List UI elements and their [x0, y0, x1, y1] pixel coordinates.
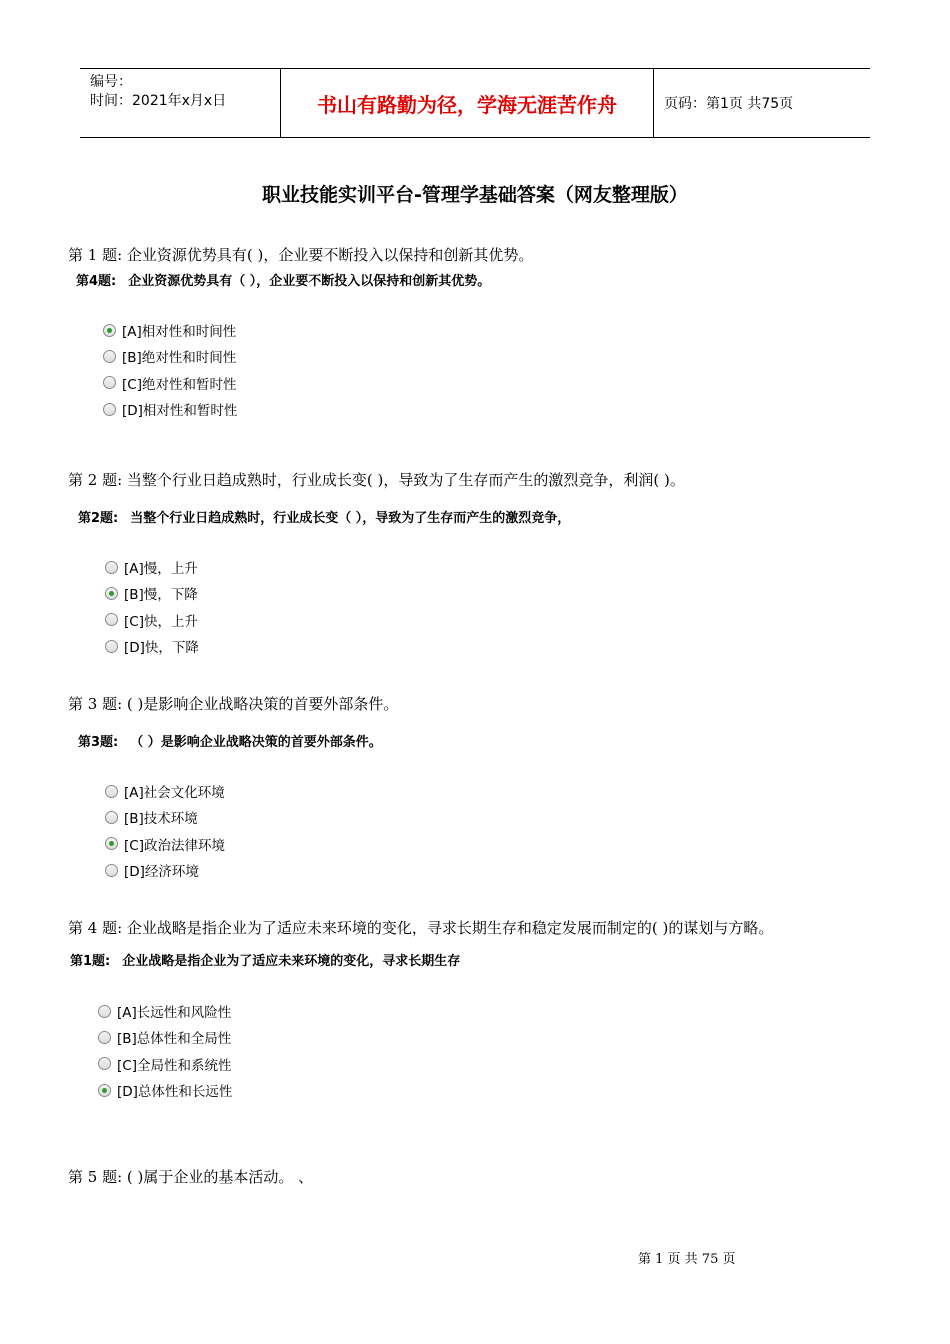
option-d[interactable] [105, 857, 225, 883]
question-1-options [103, 317, 237, 422]
radio-icon[interactable] [105, 864, 118, 877]
question-3-screenshot-line [78, 731, 382, 750]
radio-icon[interactable] [103, 350, 116, 363]
option-label: [C]绝对性和暂时性 [122, 376, 237, 393]
radio-icon[interactable] [98, 1031, 111, 1044]
option-d[interactable] [105, 633, 199, 659]
radio-selected-icon[interactable] [103, 324, 116, 337]
time-label: 时间：2021年x月x日 [90, 93, 227, 109]
question-1-shot-number: 第4题: [76, 274, 117, 289]
radio-icon[interactable] [103, 376, 116, 389]
header-motto-cell [281, 69, 654, 137]
page-header [80, 68, 870, 138]
option-b[interactable] [103, 343, 237, 369]
option-a[interactable] [103, 317, 237, 343]
option-c[interactable] [103, 370, 237, 396]
option-label: [B]绝对性和时间性 [122, 350, 237, 367]
option-b[interactable] [98, 1024, 232, 1050]
question-2-screenshot-line [78, 507, 610, 526]
question-3-shot-text: （ ）是影响企业战略决策的首要外部条件。 [130, 735, 382, 750]
question-1-text: 第 1 题: 企业资源优势具有( )，企业要不断投入以保持和创新其优势。 [68, 246, 534, 264]
option-b[interactable] [105, 804, 225, 830]
question-4-shot-number: 第1题: [70, 954, 111, 969]
question-2-text: 第 2 题: 当整个行业日趋成熟时，行业成长变( )，导致为了生存而产生的激烈竞争，利润( )。 [68, 471, 685, 489]
option-b[interactable] [105, 580, 199, 606]
code-label: 编号： [90, 74, 132, 90]
option-label: [D]相对性和暂时性 [122, 403, 238, 420]
motto-text: 书山有路勤为径，学海无涯苦作舟 [317, 92, 617, 117]
radio-selected-icon[interactable] [105, 837, 118, 850]
option-label: [D]总体性和长远性 [117, 1084, 233, 1101]
question-4-text: 第 4 题: 企业战略是指企业为了适应未来环境的变化，寻求长期生存和稳定发展而制定的( )的谋划与方略。 [68, 919, 774, 937]
radio-icon[interactable] [103, 403, 116, 416]
question-5-text: 第 5 题: ( )属于企业的基本活动。 、 [68, 1168, 314, 1186]
question-4-shot-text: 企业战略是指企业为了适应未来环境的变化，寻求长期生存 [122, 954, 461, 969]
option-label: [D]经济环境 [124, 864, 199, 881]
radio-icon[interactable] [105, 561, 118, 574]
option-label: [C]政治法律环境 [124, 837, 225, 854]
option-label: [D]快，下降 [124, 640, 199, 657]
question-3-text: 第 3 题: ( )是影响企业战略决策的首要外部条件。 [68, 695, 399, 713]
option-label: [C]快，上升 [124, 613, 198, 630]
question-3-shot-number: 第3题: [78, 735, 119, 750]
document-title: 职业技能实训平台-管理学基础答案（网友整理版） [262, 184, 688, 206]
option-label: [C]全局性和系统性 [117, 1057, 232, 1074]
question-1-shot-text: 企业资源优势具有（ ），企业要不断投入以保持和创新其优势。 [128, 274, 491, 289]
radio-icon[interactable] [98, 1057, 111, 1070]
option-label: [A]长远性和风险性 [117, 1005, 232, 1022]
radio-icon[interactable] [105, 640, 118, 653]
radio-icon[interactable] [105, 613, 118, 626]
option-label: [B]技术环境 [124, 811, 198, 828]
radio-selected-icon[interactable] [98, 1084, 111, 1097]
option-c[interactable] [105, 831, 225, 857]
option-label: [A]慢，上升 [124, 561, 198, 578]
radio-selected-icon[interactable] [105, 587, 118, 600]
option-d[interactable] [103, 396, 237, 422]
option-label: [A]相对性和时间性 [122, 324, 237, 341]
option-c[interactable] [98, 1051, 232, 1077]
page-info: 页码：第1页 共75页 [664, 96, 794, 112]
question-2-shot-number: 第2题: [78, 511, 119, 526]
option-label: [B]总体性和全局性 [117, 1031, 232, 1048]
question-2-options [105, 554, 199, 659]
question-1-screenshot-line [76, 270, 490, 289]
header-meta-cell [80, 69, 281, 137]
option-a[interactable] [98, 998, 232, 1024]
page-footer: 第 1 页 共 75 页 [638, 1252, 736, 1267]
option-label: [A]社会文化环境 [124, 785, 225, 802]
option-a[interactable] [105, 778, 225, 804]
question-2-shot-text: 当整个行业日趋成熟时，行业成长变（ ），导致为了生存而产生的激烈竞争， [130, 511, 571, 526]
option-label: [B]慢，下降 [124, 587, 198, 604]
radio-icon[interactable] [98, 1005, 111, 1018]
option-a[interactable] [105, 554, 199, 580]
question-3-options [105, 778, 225, 883]
option-d[interactable] [98, 1077, 232, 1103]
question-4-options [98, 998, 232, 1103]
radio-icon[interactable] [105, 785, 118, 798]
option-c[interactable] [105, 607, 199, 633]
question-4-screenshot-line [70, 950, 498, 969]
radio-icon[interactable] [105, 811, 118, 824]
